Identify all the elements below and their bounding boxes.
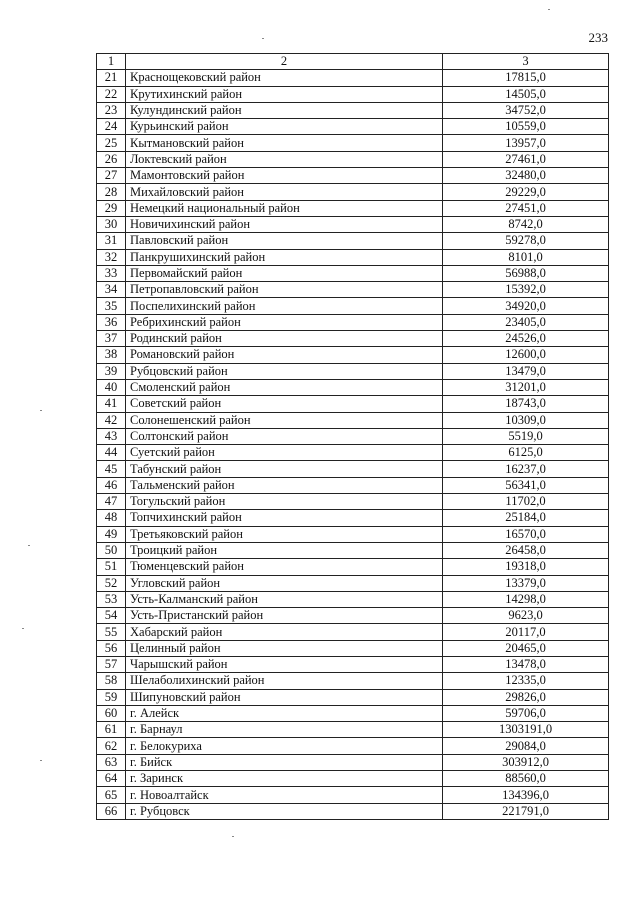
- district-name: Шипуновский район: [126, 689, 443, 705]
- table-row: [97, 119, 609, 135]
- table-row: [97, 542, 609, 558]
- row-value: 59278,0: [443, 233, 609, 249]
- row-number: 35: [97, 298, 126, 314]
- scan-speck: [548, 9, 550, 10]
- district-name: Локтевский район: [126, 151, 443, 167]
- row-number: 63: [97, 754, 126, 770]
- row-value: 1303191,0: [443, 722, 609, 738]
- district-name: Краснощековский район: [126, 70, 443, 86]
- row-number: 49: [97, 526, 126, 542]
- table-row: [97, 135, 609, 151]
- district-name: Усть-Калманский район: [126, 591, 443, 607]
- district-name: Усть-Пристанский район: [126, 608, 443, 624]
- row-value: 56341,0: [443, 477, 609, 493]
- row-value: 26458,0: [443, 542, 609, 558]
- row-number: 33: [97, 265, 126, 281]
- row-value: 32480,0: [443, 168, 609, 184]
- table-row: [97, 494, 609, 510]
- row-value: 12600,0: [443, 347, 609, 363]
- row-number: 52: [97, 575, 126, 591]
- district-name: Смоленский район: [126, 379, 443, 395]
- row-number: 31: [97, 233, 126, 249]
- row-number: 48: [97, 510, 126, 526]
- district-name: Романовский район: [126, 347, 443, 363]
- district-name: Хабарский район: [126, 624, 443, 640]
- scan-speck: [232, 836, 234, 837]
- table-row: [97, 575, 609, 591]
- scan-speck: [28, 545, 30, 546]
- row-number: 39: [97, 363, 126, 379]
- district-name: Целинный район: [126, 640, 443, 656]
- row-value: 29229,0: [443, 184, 609, 200]
- table-row: [97, 86, 609, 102]
- table-body: [97, 54, 609, 820]
- district-name: Михайловский район: [126, 184, 443, 200]
- row-value: 34752,0: [443, 102, 609, 118]
- row-number: 21: [97, 70, 126, 86]
- row-number: 27: [97, 168, 126, 184]
- table-row: [97, 314, 609, 330]
- row-number: 32: [97, 249, 126, 265]
- table-row: [97, 265, 609, 281]
- table-row: [97, 673, 609, 689]
- column-header-value: 3: [443, 54, 609, 70]
- scan-speck: [262, 38, 264, 39]
- row-number: 42: [97, 412, 126, 428]
- row-number: 37: [97, 331, 126, 347]
- row-number: 29: [97, 200, 126, 216]
- row-value: 16570,0: [443, 526, 609, 542]
- district-name: Первомайский район: [126, 265, 443, 281]
- district-name: Чарышский район: [126, 656, 443, 672]
- row-number: 26: [97, 151, 126, 167]
- district-name: Солонешенский район: [126, 412, 443, 428]
- row-number: 62: [97, 738, 126, 754]
- district-name: Кытмановский район: [126, 135, 443, 151]
- district-name: г. Рубцовск: [126, 803, 443, 819]
- row-number: 54: [97, 608, 126, 624]
- row-number: 44: [97, 445, 126, 461]
- row-value: 88560,0: [443, 771, 609, 787]
- row-value: 29826,0: [443, 689, 609, 705]
- table-row: [97, 559, 609, 575]
- table-row: [97, 771, 609, 787]
- row-value: 15392,0: [443, 282, 609, 298]
- district-name: Солтонский район: [126, 428, 443, 444]
- row-number: 59: [97, 689, 126, 705]
- district-name: Угловский район: [126, 575, 443, 591]
- district-name: Тюменцевский район: [126, 559, 443, 575]
- district-name: Крутихинский район: [126, 86, 443, 102]
- row-number: 28: [97, 184, 126, 200]
- district-name: Новичихинский район: [126, 216, 443, 232]
- scan-speck: [40, 760, 42, 761]
- row-number: 56: [97, 640, 126, 656]
- table-row: [97, 249, 609, 265]
- table-row: [97, 412, 609, 428]
- table-header-row: [97, 54, 609, 70]
- district-name: Панкрушихинский район: [126, 249, 443, 265]
- table-row: [97, 738, 609, 754]
- row-number: 40: [97, 379, 126, 395]
- row-value: 13478,0: [443, 656, 609, 672]
- table-row: [97, 461, 609, 477]
- district-name: Тогульский район: [126, 494, 443, 510]
- row-number: 64: [97, 771, 126, 787]
- table-row: [97, 705, 609, 721]
- table-row: [97, 477, 609, 493]
- row-value: 5519,0: [443, 428, 609, 444]
- table-row: [97, 640, 609, 656]
- district-name: г. Заринск: [126, 771, 443, 787]
- row-number: 38: [97, 347, 126, 363]
- district-name: Тальменский район: [126, 477, 443, 493]
- row-value: 25184,0: [443, 510, 609, 526]
- table-row: [97, 803, 609, 819]
- table-row: [97, 102, 609, 118]
- row-number: 25: [97, 135, 126, 151]
- row-value: 303912,0: [443, 754, 609, 770]
- row-value: 20117,0: [443, 624, 609, 640]
- table-row: [97, 787, 609, 803]
- row-value: 14298,0: [443, 591, 609, 607]
- row-value: 12335,0: [443, 673, 609, 689]
- row-number: 51: [97, 559, 126, 575]
- row-number: 53: [97, 591, 126, 607]
- row-number: 24: [97, 119, 126, 135]
- row-number: 30: [97, 216, 126, 232]
- table-row: [97, 754, 609, 770]
- row-value: 27461,0: [443, 151, 609, 167]
- row-value: 221791,0: [443, 803, 609, 819]
- row-value: 18743,0: [443, 396, 609, 412]
- district-name: г. Барнаул: [126, 722, 443, 738]
- table-row: [97, 656, 609, 672]
- table-row: [97, 70, 609, 86]
- row-number: 55: [97, 624, 126, 640]
- row-number: 41: [97, 396, 126, 412]
- district-name: Родинский район: [126, 331, 443, 347]
- row-value: 14505,0: [443, 86, 609, 102]
- table-row: [97, 151, 609, 167]
- table-row: [97, 396, 609, 412]
- row-value: 10309,0: [443, 412, 609, 428]
- table-row: [97, 363, 609, 379]
- row-number: 61: [97, 722, 126, 738]
- scan-speck: [22, 628, 24, 629]
- row-number: 57: [97, 656, 126, 672]
- row-number: 50: [97, 542, 126, 558]
- district-name: г. Бийск: [126, 754, 443, 770]
- row-value: 6125,0: [443, 445, 609, 461]
- scan-speck: [40, 410, 42, 411]
- table-row: [97, 233, 609, 249]
- district-name: Суетский район: [126, 445, 443, 461]
- row-number: 47: [97, 494, 126, 510]
- district-name: Мамонтовский район: [126, 168, 443, 184]
- table-row: [97, 379, 609, 395]
- table-row: [97, 689, 609, 705]
- district-name: Ребрихинский район: [126, 314, 443, 330]
- data-table: [96, 53, 609, 820]
- district-name: Третьяковский район: [126, 526, 443, 542]
- table-row: [97, 331, 609, 347]
- row-value: 13957,0: [443, 135, 609, 151]
- district-name: г. Новоалтайск: [126, 787, 443, 803]
- table-row: [97, 445, 609, 461]
- row-value: 59706,0: [443, 705, 609, 721]
- row-value: 20465,0: [443, 640, 609, 656]
- table-row: [97, 624, 609, 640]
- district-name: Советский район: [126, 396, 443, 412]
- row-value: 11702,0: [443, 494, 609, 510]
- row-value: 17815,0: [443, 70, 609, 86]
- table-row: [97, 608, 609, 624]
- table-row: [97, 282, 609, 298]
- row-value: 56988,0: [443, 265, 609, 281]
- table-row: [97, 168, 609, 184]
- row-number: 46: [97, 477, 126, 493]
- row-value: 8101,0: [443, 249, 609, 265]
- table-row: [97, 216, 609, 232]
- table-row: [97, 428, 609, 444]
- table-row: [97, 184, 609, 200]
- row-number: 58: [97, 673, 126, 689]
- row-value: 31201,0: [443, 379, 609, 395]
- row-number: 66: [97, 803, 126, 819]
- district-name: Поспелихинский район: [126, 298, 443, 314]
- row-number: 34: [97, 282, 126, 298]
- district-name: Шелаболихинский район: [126, 673, 443, 689]
- district-name: Курьинский район: [126, 119, 443, 135]
- district-name: Рубцовский район: [126, 363, 443, 379]
- row-value: 10559,0: [443, 119, 609, 135]
- row-number: 43: [97, 428, 126, 444]
- district-name: г. Белокуриха: [126, 738, 443, 754]
- row-value: 134396,0: [443, 787, 609, 803]
- row-value: 13479,0: [443, 363, 609, 379]
- table-row: [97, 591, 609, 607]
- district-name: г. Алейск: [126, 705, 443, 721]
- row-value: 24526,0: [443, 331, 609, 347]
- table-row: [97, 526, 609, 542]
- table-row: [97, 298, 609, 314]
- table-row: [97, 200, 609, 216]
- district-name: Троицкий район: [126, 542, 443, 558]
- column-header-number: 1: [97, 54, 126, 70]
- table-row: [97, 510, 609, 526]
- table-row: [97, 722, 609, 738]
- district-name: Топчихинский район: [126, 510, 443, 526]
- district-name: Кулундинский район: [126, 102, 443, 118]
- row-number: 45: [97, 461, 126, 477]
- row-value: 27451,0: [443, 200, 609, 216]
- district-name: Немецкий национальный район: [126, 200, 443, 216]
- row-number: 60: [97, 705, 126, 721]
- district-name: Петропавловский район: [126, 282, 443, 298]
- row-value: 19318,0: [443, 559, 609, 575]
- row-number: 22: [97, 86, 126, 102]
- page-number: 233: [588, 30, 608, 45]
- row-value: 29084,0: [443, 738, 609, 754]
- row-value: 34920,0: [443, 298, 609, 314]
- row-value: 16237,0: [443, 461, 609, 477]
- district-name: Павловский район: [126, 233, 443, 249]
- column-header-name: 2: [126, 54, 443, 70]
- district-name: Табунский район: [126, 461, 443, 477]
- row-value: 8742,0: [443, 216, 609, 232]
- row-value: 13379,0: [443, 575, 609, 591]
- row-value: 23405,0: [443, 314, 609, 330]
- row-number: 36: [97, 314, 126, 330]
- row-number: 65: [97, 787, 126, 803]
- row-number: 23: [97, 102, 126, 118]
- table-row: [97, 347, 609, 363]
- row-value: 9623,0: [443, 608, 609, 624]
